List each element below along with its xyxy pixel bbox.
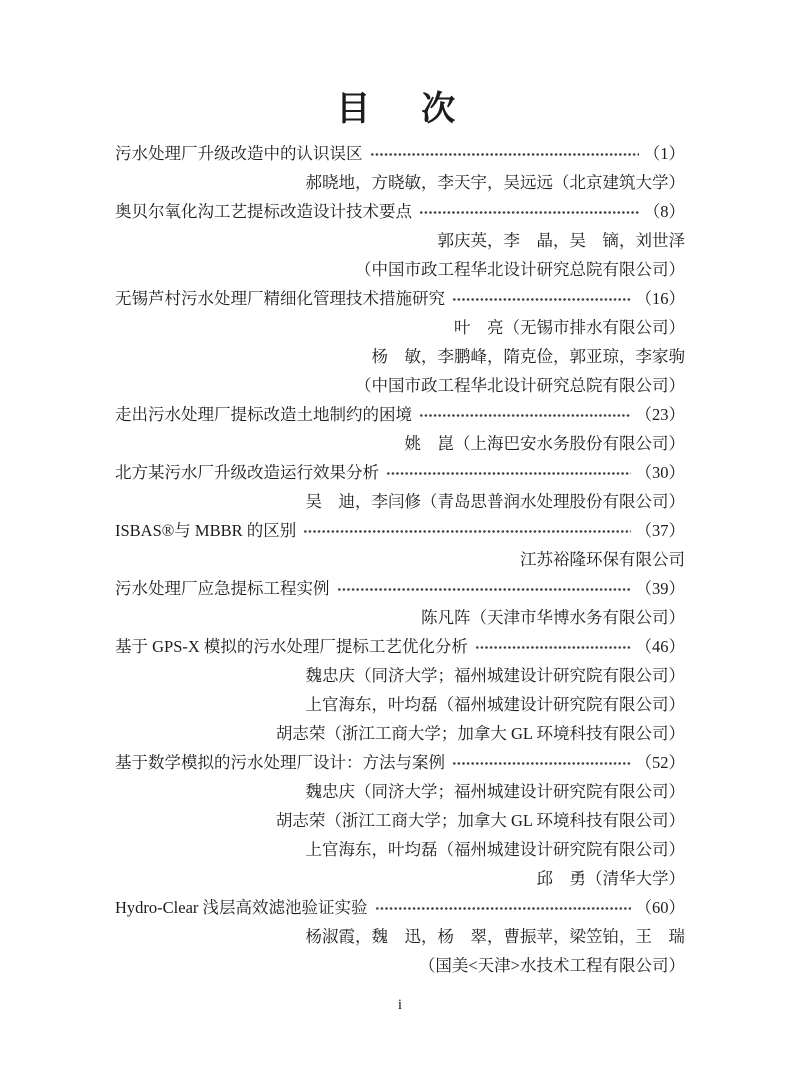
page-number: （60）	[635, 898, 685, 917]
article-title: 污水处理厂应急提标工程实例	[115, 579, 330, 598]
author-line: 上官海东，叶均磊（福州城建设计研究院有限公司）	[305, 840, 685, 859]
toc-entry-5	[115, 458, 685, 516]
author-line: 胡志荣（浙江工商大学；加拿大 GL 环境科技有限公司）	[275, 724, 685, 743]
page-number: （52）	[635, 753, 685, 772]
author-affiliation-line: 江苏裕隆环保有限公司	[520, 550, 685, 569]
toc-list	[0, 139, 800, 980]
page-number: （8）	[643, 202, 685, 221]
author-line: 郝晓地，方晓敏，李天宇，吴远远（北京建筑大学）	[305, 173, 685, 192]
dot-leader	[452, 295, 631, 304]
page-number: （23）	[635, 405, 685, 424]
article-title: 基于 GPS-X 模拟的污水处理厂提标工艺优化分析	[115, 637, 468, 656]
dot-leader	[419, 411, 631, 420]
toc-entry-10	[115, 893, 685, 980]
toc-entry-title-line	[115, 197, 685, 226]
author-affiliation-line: （中国市政工程华北设计研究总院有限公司）	[355, 260, 685, 279]
author-affiliation-line: （国美<天津>水技术工程有限公司）	[418, 956, 685, 975]
article-title: 基于数学模拟的污水处理厂设计：方法与案例	[115, 753, 445, 772]
toc-entry-title-line	[115, 458, 685, 487]
toc-entry-title-line	[115, 139, 685, 168]
article-title: 污水处理厂升级改造中的认识误区	[115, 144, 363, 163]
article-title: ISBAS®与 MBBR 的区别	[115, 521, 297, 540]
toc-entry-title-line	[115, 516, 685, 545]
dot-leader	[452, 759, 631, 768]
author-affiliation-line: （中国市政工程华北设计研究总院有限公司）	[355, 376, 685, 395]
page-number: （30）	[635, 463, 685, 482]
dot-leader	[303, 527, 630, 536]
page-title: 目 次	[336, 91, 464, 128]
author-line: 杨 敏，李鹏峰，隋克俭，郭亚琼，李家驹	[371, 347, 685, 366]
author-line: 叶 亮（无锡市排水有限公司）	[454, 318, 685, 337]
article-title: 走出污水处理厂提标改造土地制约的困境	[115, 405, 412, 424]
dot-leader	[337, 585, 631, 594]
toc-entry-title-line	[115, 400, 685, 429]
toc-entry-3	[115, 284, 685, 400]
page-number: （1）	[643, 144, 685, 163]
toc-entry-title-line	[115, 632, 685, 661]
dot-leader	[370, 150, 639, 159]
toc-entry-title-line	[115, 284, 685, 313]
article-title: Hydro-Clear 浅层高效滤池验证实验	[115, 898, 368, 917]
toc-entry-6	[115, 516, 685, 574]
page-number: （46）	[635, 637, 685, 656]
author-line: 邱 勇（清华大学）	[536, 869, 685, 888]
toc-entry-title-line	[115, 748, 685, 777]
toc-entry-8	[115, 632, 685, 748]
dot-leader	[419, 208, 639, 217]
dot-leader	[375, 904, 631, 913]
author-line: 魏忠庆（同济大学；福州城建设计研究院有限公司）	[305, 666, 685, 685]
author-line: 杨淑霞，魏 迅，杨 翠，曹振苹，梁笠铂，王 瑞	[305, 927, 685, 946]
page-number: （37）	[635, 521, 685, 540]
page-number: （16）	[635, 289, 685, 308]
author-line: 魏忠庆（同济大学；福州城建设计研究院有限公司）	[305, 782, 685, 801]
toc-entry-7	[115, 574, 685, 632]
toc-entry-1	[115, 139, 685, 197]
author-line: 上官海东，叶均磊（福州城建设计研究院有限公司）	[305, 695, 685, 714]
toc-entry-4	[115, 400, 685, 458]
toc-entry-2	[115, 197, 685, 284]
toc-entry-title-line	[115, 574, 685, 603]
author-line: 郭庆英，李 晶，吴 镝，刘世泽	[437, 231, 685, 250]
dot-leader	[386, 469, 631, 478]
toc-entry-9	[115, 748, 685, 893]
page-number: （39）	[635, 579, 685, 598]
author-line: 陈凡阵（天津市华博水务有限公司）	[421, 608, 685, 627]
author-line: 姚 崑（上海巴安水务股份有限公司）	[404, 434, 685, 453]
dot-leader	[475, 643, 631, 652]
author-line: 吴 迪，李闫修（青岛思普润水处理股份有限公司）	[305, 492, 685, 511]
toc-entry-title-line	[115, 893, 685, 922]
author-line: 胡志荣（浙江工商大学；加拿大 GL 环境科技有限公司）	[275, 811, 685, 830]
article-title: 无锡芦村污水处理厂精细化管理技术措施研究	[115, 289, 445, 308]
page-footer: i	[397, 997, 403, 1013]
article-title: 北方某污水厂升级改造运行效果分析	[115, 463, 379, 482]
article-title: 奥贝尔氧化沟工艺提标改造设计技术要点	[115, 202, 412, 221]
